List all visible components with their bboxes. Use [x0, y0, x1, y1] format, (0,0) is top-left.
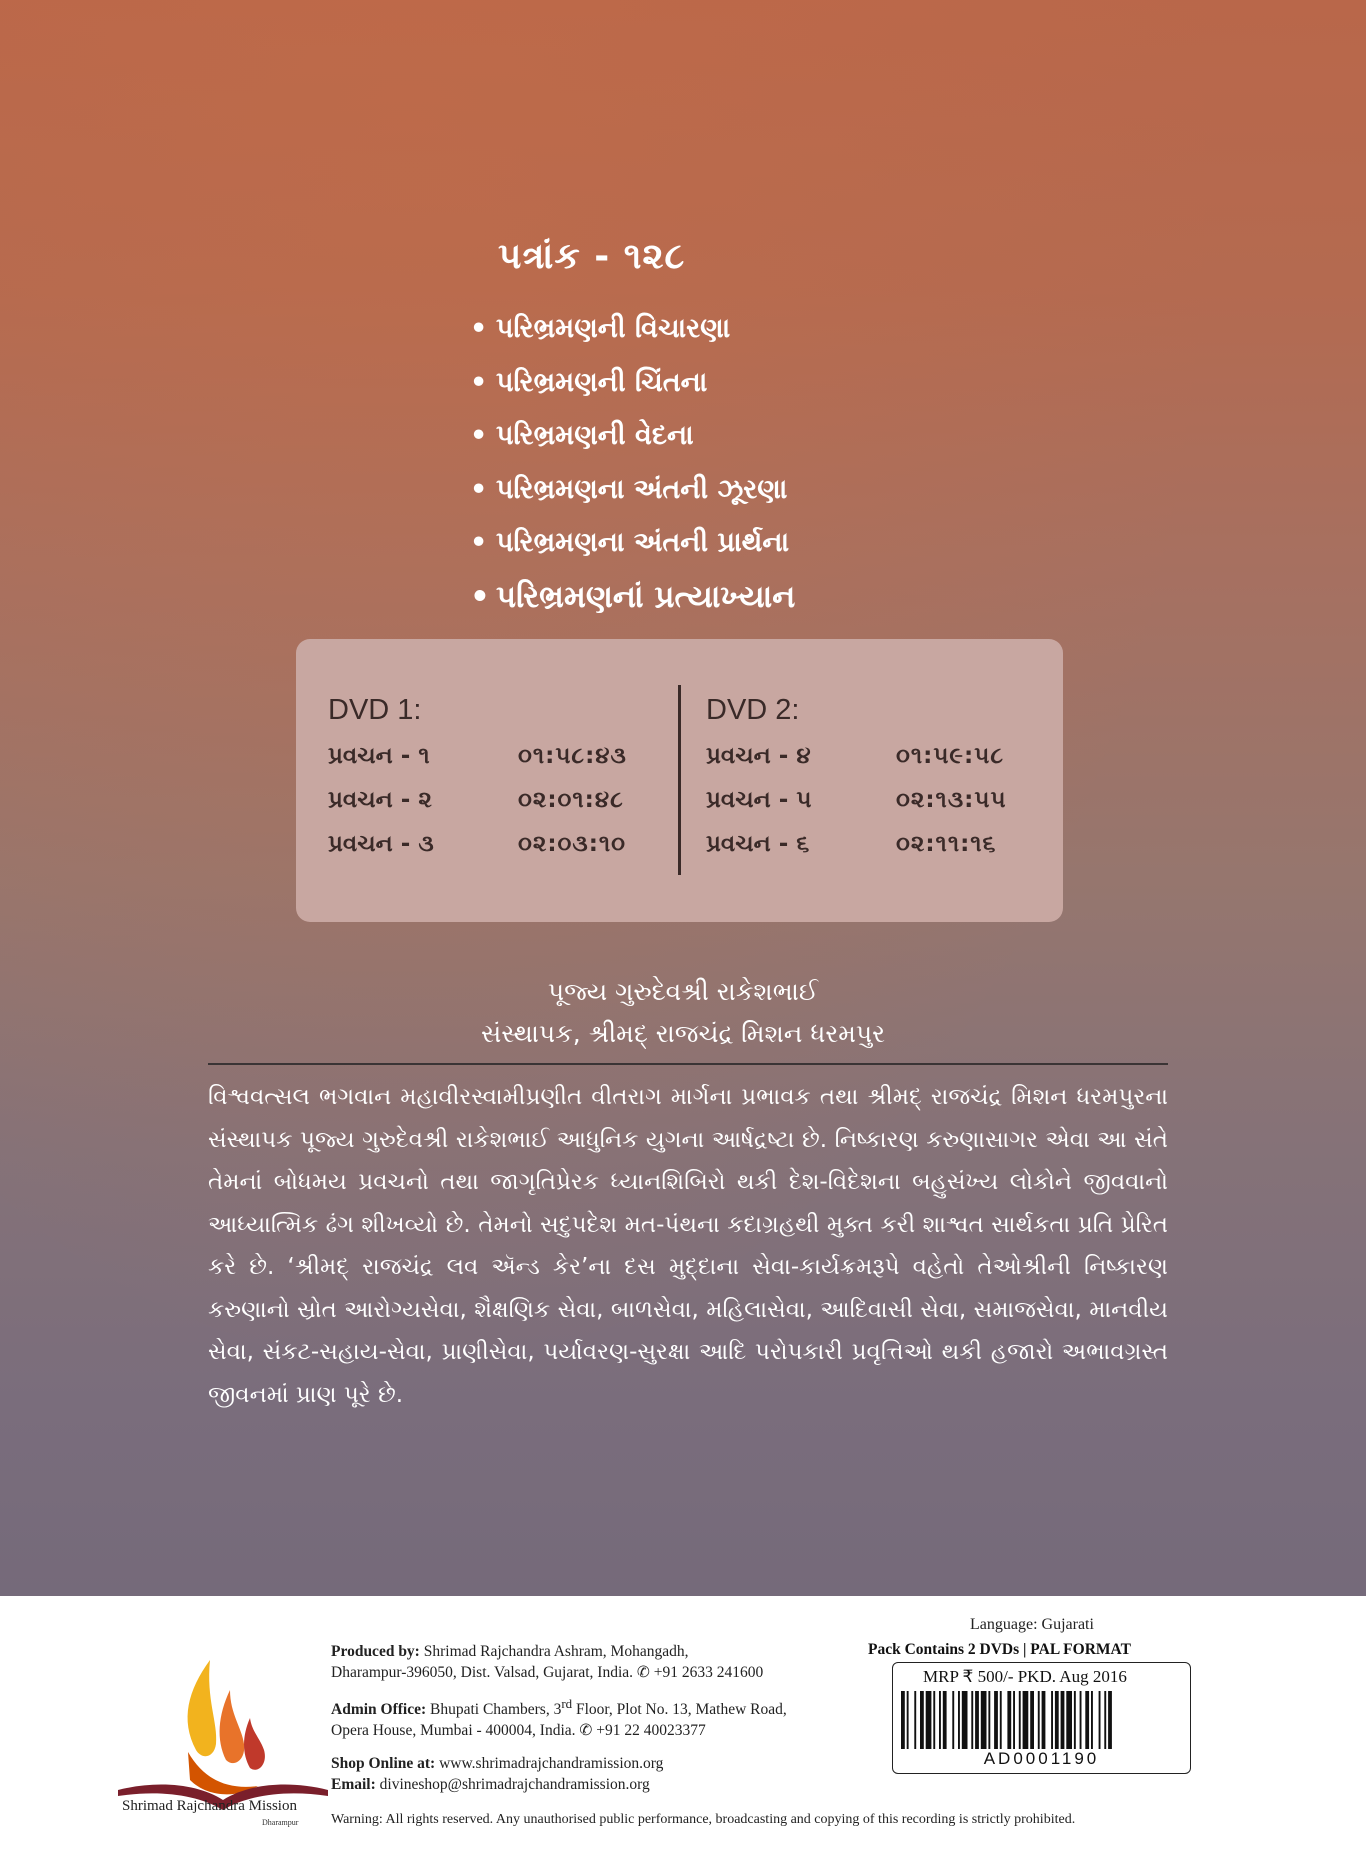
barcode-bar	[952, 1691, 954, 1749]
bullet: •	[470, 578, 490, 615]
topic-label: પરિભ્રમણના અંતની પ્રાર્થના	[496, 527, 790, 558]
barcode-bar	[1091, 1691, 1093, 1749]
list-item	[470, 308, 795, 362]
admin-office	[331, 1693, 787, 1741]
track-duration: ૦૨:૦૩:૧૦	[518, 831, 627, 857]
barcode-bar	[1019, 1691, 1021, 1749]
barcode-bar	[943, 1691, 947, 1749]
track-duration: ૦૧:૫૯:૫૮	[896, 743, 1004, 769]
barcode-bar	[1061, 1691, 1065, 1749]
barcode-number: AD0001190	[983, 1749, 1100, 1768]
dvd-2-heading: DVD 2:	[706, 694, 800, 726]
guru-title: સંસ્થાપક, શ્રીમદ્ રાજચંદ્ર મિશન ધરમપુર	[480, 1019, 886, 1048]
track-duration: ૦૨:૧૩:૫૫	[896, 787, 1007, 813]
email-link[interactable]: divineshop@shrimadrajchandramission.org	[379, 1776, 650, 1793]
barcode-bar	[1108, 1691, 1112, 1749]
produced-by	[331, 1641, 763, 1683]
admin-line-1-sup: rd	[561, 1696, 573, 1711]
shop-label: Shop Online at:	[331, 1755, 436, 1772]
admin-line-2: Opera House, Mumbai - 400004, India. ✆ +91 22 40023377	[331, 1722, 706, 1740]
divider	[208, 1063, 1168, 1065]
email-label: Email:	[331, 1776, 376, 1793]
bullet: •	[470, 420, 488, 451]
produced-line-1: Shrimad Rajchandra Ashram, Mohangadh,	[423, 1643, 689, 1660]
shop-url-link[interactable]: www.shrimadrajchandramission.org	[439, 1755, 664, 1772]
footer-panel	[0, 1596, 1366, 1869]
barcode-bar	[939, 1691, 941, 1749]
barcode-bar	[962, 1691, 968, 1749]
produced-label: Produced by:	[331, 1643, 420, 1660]
barcode-bar	[1042, 1691, 1046, 1749]
bullet: •	[470, 366, 488, 398]
barcode-bar	[1074, 1691, 1076, 1749]
barcode-bar	[971, 1691, 973, 1749]
barcode-bar	[1099, 1691, 1101, 1749]
page-title: પત્રાંક - ૧૨૮	[498, 236, 686, 277]
admin-line-1b: Floor, Plot No. 13, Mathew Road,	[572, 1701, 787, 1719]
barcode-bar	[1000, 1691, 1002, 1749]
logo-subtitle: Dharampur	[262, 1818, 299, 1827]
topic-label: પરિભ્રમણના અંતની ઝૂરણા	[496, 473, 788, 505]
list-item	[470, 522, 795, 576]
barcode-bar	[975, 1691, 979, 1749]
table-row	[706, 743, 1036, 787]
barcode-bar	[1030, 1691, 1034, 1749]
track-label: પ્રવચન - ૨	[328, 787, 432, 813]
topic-label: પરિભ્રમણની ચિંતના	[496, 366, 708, 398]
barcode-bar	[958, 1691, 960, 1749]
barcode-bar	[907, 1691, 909, 1749]
table-row	[328, 787, 658, 831]
track-label: પ્રવચન - ૫	[706, 787, 812, 813]
barcode-bar	[1051, 1691, 1053, 1749]
list-item	[470, 362, 795, 416]
table-row	[706, 831, 1036, 875]
list-item	[470, 576, 795, 630]
barcode-icon	[899, 1691, 1183, 1749]
table-row	[328, 743, 658, 787]
dvd-track-box	[296, 639, 1063, 922]
barcode-bar	[920, 1691, 924, 1749]
bullet: •	[470, 527, 488, 558]
barcode-box	[892, 1662, 1191, 1774]
topic-label: પરિભ્રમણનાં પ્રત્યાખ્યાન	[496, 578, 796, 615]
bullet: •	[470, 473, 488, 505]
shop-online	[331, 1753, 663, 1795]
logo-name: Shrimad Rajchandra Mission	[122, 1798, 297, 1814]
barcode-bar	[1013, 1691, 1015, 1749]
list-item	[470, 469, 795, 523]
table-row	[706, 787, 1036, 831]
barcode-bar	[926, 1691, 932, 1749]
topic-label: પરિભ્રમણની વિચારણા	[496, 313, 731, 344]
barcode-bar	[1066, 1691, 1072, 1749]
table-row	[328, 831, 658, 875]
barcode-bar	[933, 1691, 935, 1749]
barcode-bar	[1080, 1691, 1082, 1749]
barcode-bar	[1038, 1691, 1040, 1749]
barcode-bar	[901, 1691, 905, 1749]
price-label: MRP ₹ 500/- PKD. Aug 2016	[923, 1667, 1127, 1686]
bullet: •	[470, 313, 488, 344]
admin-label: Admin Office:	[331, 1701, 427, 1719]
dvd-2-column	[706, 694, 1036, 875]
pack-info: Pack Contains 2 DVDs | PAL FORMAT	[868, 1641, 1131, 1658]
track-label: પ્રવચન - ૧	[328, 743, 430, 769]
barcode-bar	[914, 1691, 916, 1749]
list-item	[470, 415, 795, 469]
barcode-bar	[988, 1691, 990, 1749]
track-duration: ૦૨:૦૧:૪૮	[518, 787, 624, 813]
guru-name: પૂજ્ય ગુરુદેવશ્રી રાકેશભાઈ	[547, 977, 819, 1006]
dvd-1-column	[328, 694, 658, 875]
track-duration: ૦૧:૫૮:૪૩	[518, 743, 627, 769]
copyright-warning: Warning: All rights reserved. Any unauthorised public performance, broadcasting and copying of this recording is strictly prohibited.	[331, 1812, 1076, 1827]
produced-line-2: Dharampur-396050, Dist. Valsad, Gujarat, India. ✆ +91 2633 241600	[331, 1664, 764, 1681]
barcode-bar	[1007, 1691, 1011, 1749]
column-divider	[678, 685, 681, 875]
language-label: Language: Gujarati	[970, 1616, 1094, 1633]
barcode-bar	[1023, 1691, 1029, 1749]
barcode-bar	[1055, 1691, 1059, 1749]
admin-line-1a: Bhupati Chambers, 3	[430, 1701, 562, 1719]
barcode-bar	[1104, 1691, 1106, 1749]
barcode-bar	[1085, 1691, 1089, 1749]
barcode-bar	[994, 1691, 998, 1749]
barcode-bar	[981, 1691, 987, 1749]
track-duration: ૦૨:૧૧:૧૬	[896, 831, 997, 857]
track-label: પ્રવચન - ૬	[706, 831, 810, 857]
track-label: પ્રવચન - ૩	[328, 831, 434, 857]
topic-list	[470, 308, 795, 629]
dvd-1-heading: DVD 1:	[328, 694, 422, 726]
topic-label: પરિભ્રમણની વેદના	[496, 420, 694, 451]
track-label: પ્રવચન - ૪	[706, 743, 811, 769]
bio-paragraph: વિશ્વવત્સલ ભગવાન મહાવીરસ્વામીપ્રણીત વીતરાગ માર્ગના પ્રભાવક તથા શ્રીમદ્ રાજચંદ્ર મિશન ધરમપુરના સંસ્થાપક પૂજ્ય ગુરુદેવશ્રી રાકેશભાઈ આધુનિક યુગના આર્ષદ્રષ્ટા છે. નિષ્કારણ કરુણાસાગર એવા આ સંતે તેમનાં બોધમય પ્રવચનો તથા જાગૃતિપ્રેરક ધ્યાનશિબિરો થકી દેશ-વિદેશના બહુસંખ્ય લોકોને જીવવાનો આધ્યાત્મિક ઢંગ શીખવ્યો છે. તેમનો સદુપદેશ મત-પંથના કદાગ્રહથી મુક્ત કરી શાશ્વત સાર્થકતા પ્રતિ પ્રેરિત કરે છે. ‘શ્રીમદ્ રાજચંદ્ર લવ ઍન્ડ કેર’ના દસ મુદ્દાના સેવા-કાર્યક્રમરૂપે વહેતો તેઓશ્રીની નિષ્કારણ કરુણાનો સ્રોત આરોગ્યસેવા, શૈક્ષણિક સેવા, બાળસેવા, મહિલાસેવા, આદિવાસી સેવા, સમાજસેવા, માનવીય સેવા, સંકટ-સહાય-સેવા, પ્રાણીસેવા, પર્યાવરણ-સુરક્ષા આદિ પરોપકારી પ્રવૃત્તિઓ થકી હજારો અભાવગ્રસ્ત જીવનમાં પ્રાણ પૂરે છે.	[208, 1084, 1168, 1408]
